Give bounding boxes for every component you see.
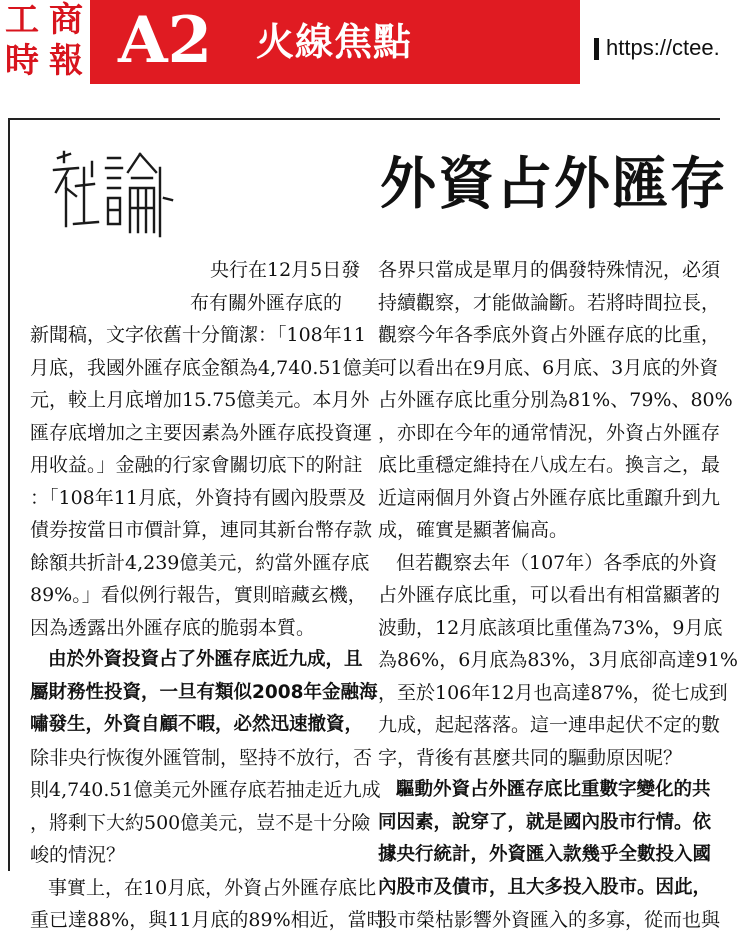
article-text-line: 債券按當日市價計算，連同其新台幣存款: [30, 519, 373, 541]
logo-char: 商: [49, 0, 83, 40]
newspaper-logo: [0, 0, 88, 82]
article-text-line: 據央行統計，外資匯入款幾乎全數投入國: [378, 844, 712, 865]
article-text-line: ，亦即在今年的通常情況，外資占外匯存: [378, 421, 721, 444]
logo-char: 報: [49, 41, 83, 81]
seal-text: 社論: [112, 243, 114, 244]
article-text-line: 股市榮枯影響外資匯入的多寡，從而也與: [378, 909, 721, 931]
editorial-seal-stamp: [48, 148, 176, 244]
article-text-line: 近這兩個月外資占外匯存底比重躥升到九: [378, 486, 721, 509]
logo-char: 時: [5, 41, 39, 81]
article-text-line: 月底，我國外匯存底金額為4,740.51億美: [30, 356, 381, 379]
article-text-line: 餘額共折計4,239億美元，約當外匯存底: [30, 551, 370, 574]
article-text-line: 重已達88%，與11月底的89%相近，當時: [30, 909, 386, 931]
article-text-line: 除非央行恢復外匯管制，堅持不放行，否: [30, 746, 373, 769]
section-title: 火線焦點: [256, 20, 413, 64]
article-column-left: [30, 254, 386, 937]
website-url[interactable]: https://ctee.: [606, 35, 720, 60]
article-text-line: 新聞稿，文字依舊十分簡潔：「108年11: [30, 324, 366, 346]
article-text-line: 持續觀察，才能做論斷。若將時間拉長，: [378, 291, 721, 314]
article-text-line: 占外匯存底比重分別為81%、79%、80%: [378, 389, 733, 411]
article-text-line: 各界只當成是單月的偶發特殊情況，必須: [378, 259, 721, 281]
masthead: [0, 0, 720, 88]
article-text-line: 同因素，說穿了，就是國內股市行情。依: [378, 811, 712, 833]
article-text-line: 布有關外匯存底的: [190, 291, 343, 314]
article-text-line: 底比重穩定維持在八成左右。換言之，最: [378, 454, 721, 476]
article-text-line: 驅動外資占外匯存底比重數字變化的共: [396, 779, 711, 800]
article-text-line: 為86%，6月底為83%，3月底卻高達91%: [378, 649, 738, 671]
article-text-line: 觀察今年各季底外資占外匯存底的比重，: [378, 324, 721, 346]
article-text-line: 峻的情況？: [30, 844, 126, 866]
article-text-line: 事實上，在10月底，外資占外匯存底比: [48, 876, 377, 899]
article-text-line: 內股市及債市，且大多投入股市。因此，: [378, 876, 712, 898]
article-text-line: ，將剩下大約500億美元，豈不是十分險: [30, 811, 371, 834]
article-text-line: ，至於106年12月也高達87%，從七成到: [378, 681, 728, 704]
article-text-line: 則4,740.51億美元外匯存底若抽走近九成: [30, 779, 381, 801]
article-text-line: 由於外資投資占了外匯存底近九成，且: [48, 649, 363, 670]
article-text-line: 字，背後有甚麼共同的驅動原因呢？: [378, 746, 683, 769]
page-number: A2: [118, 3, 213, 78]
article-text-line: 但若觀察去年（107年）各季底的外資: [396, 551, 718, 574]
article-text-line: 因為透露出外匯存底的脆弱本質。: [30, 616, 316, 639]
article-text-line: 央行在12月5日發: [210, 259, 361, 281]
article-text-line: 占外匯存底比重，可以看出有相當顯著的: [378, 584, 721, 606]
article-text-line: 嘯發生，外資自顧不暇，必然迅速撤資，: [30, 714, 364, 735]
article-column-right: [378, 254, 738, 937]
article-text-line: 可以看出在9月底、6月底、3月底的外資: [378, 356, 719, 379]
article-text-line: 匯存底增加之主要因素為外匯存底投資運: [30, 421, 373, 444]
article-text-line: 用收益。」金融的行家會關切底下的附註: [30, 454, 363, 476]
url-marker-icon: [594, 38, 599, 60]
article-text-line: 波動，12月底該項比重僅為73%，9月底: [378, 616, 723, 639]
logo-char: 工: [5, 0, 39, 40]
article-text-line: 元，較上月底增加15.75億美元。本月外: [30, 389, 370, 411]
article-text-line: ：「108年11月底，外資持有國內股票及: [30, 486, 366, 509]
article-headline: 外資占外匯存: [380, 152, 728, 217]
article-text-line: 九成，起起落落。這一連串起伏不定的數: [378, 714, 721, 736]
article-text-line: 成，確實是顯著偏高。: [378, 519, 569, 541]
article-text-line: 屬財務性投資，一旦有類似2008年金融海: [30, 681, 378, 703]
article-text-line: 89%。」看似例行報告，實則暗藏玄機，: [30, 584, 367, 606]
